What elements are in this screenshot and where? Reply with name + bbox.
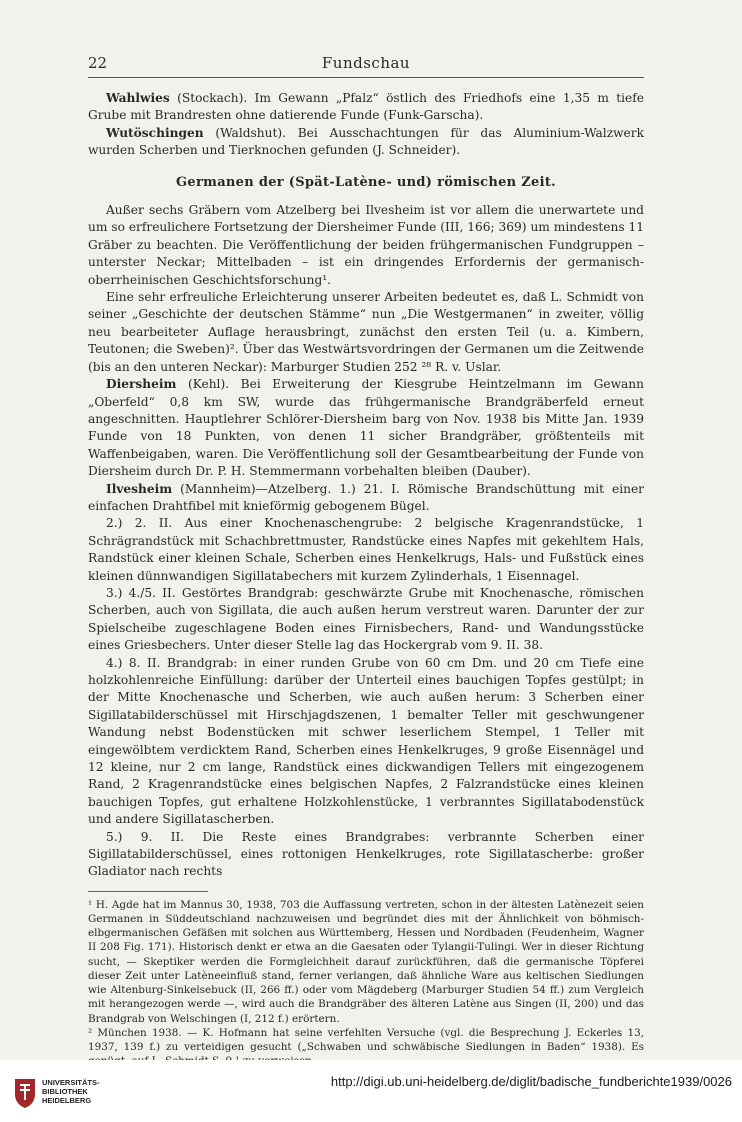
section-heading: Germanen der (Spät-Latène- und) römischen Zeit. — [176, 174, 556, 190]
entry-title: Wutöschingen — [106, 125, 204, 140]
entry-wahlwies — [88, 90, 644, 125]
page-number: 22 — [88, 54, 108, 72]
entry-text: (Mannheim)—Atzelberg. 1.) 21. I. Römische Brandschüttung mit einer einfachen Drahtfibel mit knieförmig gebogenem Bügel. — [88, 481, 644, 513]
find-item: 4.) 8. II. Brandgrab: in einer runden Grube von 60 cm Dm. und 20 cm Tiefe eine holzkohlenreiche Einfüllung: darüber der Unterteil eines bauchigen Topfes gestülpt; in der Mitte Knochenasche und Scherben, wie auch außen herum: 3 Scherben einer Sigillatabilderschüssel mit Hirschjagdszenen, 1 bemalter Teller mit geschwungener Wandung nebst Bodenstücken mit schwer leserlichem Stempel, 1 Teller mit eingewölbtem verdicktem Rand, Scherben eines Henkelkruges, 9 große Eisennägel und 12 kleine, nur 2 cm lange, Randstück eines dickwandigen Tellers mit eingezogenem Rand, 2 Kragenrandstücke eines belgischen Napfes, 2 Falzrandstücke eines kleinen bauchigen Topfes, gut erhaltene Holzkohlenstücke, 1 verbranntes Sigillatabodenstück und andere Sigillatascherben. — [88, 655, 644, 827]
entry-text: (Waldshut). Bei Ausschachtungen für das Aluminium-Walzwerk wurden Scherben und Tierknochen gefunden (J. Schneider). — [88, 125, 644, 158]
entry-diersheim — [88, 376, 644, 480]
library-name: UNIVERSITÄTS- BIBLIOTHEK HEIDELBERG — [42, 1078, 100, 1105]
find-item: 5.) 9. II. Die Reste eines Brandgrabes: verbrannte Scherben einer Sigillatabilderschüssel, eines rottonigen Henkelkruges, rote Sigillatascherbe: großer Gladiator nach rechts — [88, 829, 644, 879]
find-item: 2.) 2. II. Aus einer Knochenaschengrube: 2 belgische Kragenrandstücke, 1 Schrägrandstück mit Schachbrettmuster, Randstücke eines Napfes mit gekehltem Hals, Randstück einer kleinen Schale, Scherben eines Henkelkrugs, Hals- und Fußstück eines kleinen dünnwandigen Sigillatabechers mit kurzem Zylinderhals, 1 Eisennagel. — [88, 516, 644, 583]
page-header — [88, 54, 644, 76]
entry-title: Wahlwies — [106, 91, 170, 105]
footer-bar — [0, 1060, 742, 1122]
page-body — [88, 90, 644, 1068]
intro-paragraph: Außer sechs Gräbern vom Atzelberg bei Ilvesheim ist vor allem die unerwartete und um so erfreulichere Fortsetzung der Diersheimer Funde (III, 166; 369) um mindestens 11 Gräber zu beachten. Die Veröffentlichung der beiden frühgermanischen Fundgruppen – unterster Neckar; Mittelbaden – ist ein dringendes Erfordernis der germanisch-oberrheinischen Geschichtsforschung¹. — [88, 203, 644, 287]
footnote-rule — [88, 891, 208, 892]
running-title: Fundschau — [321, 54, 411, 72]
header-rule — [88, 77, 644, 78]
source-url[interactable]: http://digi.ub.uni-heidelberg.de/diglit/badische_fundberichte1939/0026 — [330, 1074, 732, 1089]
entry-ilvesheim — [88, 481, 644, 516]
intro-paragraph: Eine sehr erfreuliche Erleichterung unserer Arbeiten bedeutet es, daß L. Schmidt von seiner „Geschichte der deutschen Stämme“ nun „Die Westgermanen“ in zweiter, völlig neu bearbeiteter Auflage herausbringt, zunächst den ersten Teil (u. a. Kimbern, Teutonen; die Sweben)². Über das Westwärtsvordringen der Germanen um die Zeitwende (bis an den unteren Neckar): Marburger Studien 252 ²⁸ R. v. Uslar. — [88, 290, 644, 374]
find-item: 3.) 4./5. II. Gestörtes Brandgrab: geschwärzte Grube mit Knochenasche, römischen Scherben, auch von Sigillata, die auch außen herum verstreut waren. Darunter der zur Spielscheibe zugeschlagene Boden eines Firnisbechers, Rand- und Wandungsstücke eines Griesbechers. Unter dieser Stelle lag das Hockergrab vom 9. II. 38. — [88, 585, 644, 653]
entry-title: Ilvesheim — [106, 481, 173, 496]
entry-text: (Kehl). Bei Erweiterung der Kiesgrube Heintzelmann im Gewann „Oberfeld“ 0,8 km SW, wurde das frühgermanische Brandgräberfeld erneut angeschnitten. Hauptlehrer Schlörer-Diersheim barg von Nov. 1938 bis Mitte Jan. 1939 Funde von 18 Punkten, von denen 11 sicher Brandgräber, größtenteils mit Waffenbeigaben, waren. Die Veröffentlichung soll der Gesamtbearbeitung der Funde von Diersheim durch Dr. P. H. Stemmermann vorbehalten bleiben (Dauber). — [88, 377, 644, 479]
footnote: ¹ H. Agde hat im Mannus 30, 1938, 703 die Auffassung vertreten, schon in der ältesten Latènezeit seien Germanen in Süddeutschland nachzuweisen und begründet dies mit der Ähnlichkeit von böhmisch-elbgermanischen Gefäßen mit solchen aus Württemberg, Hessen und Nordbaden (Feudenheim, Wagner II 208 Fig. 171). Historisch denkt er etwa an die Gaesaten oder Tylangii-Tulingi. Wer in dieser Richtung sucht, — Skeptiker werden die Formgleichheit darauf zurückführen, daß die germanische Töpferei dieser Zeit unter Latèneeinfluß stand, ferner verlangen, daß ähnliche Ware aus keltischen Siedlungen wie Altenburg-Sinkelsebuck (II, 266 ff.) oder vom Mägdeberg (Marburger Studien 54 ff.) zum Vergleich mit herangezogen werde —, wird auch die Brandgräber des älteren Latène aus Singen (II, 200) und das Brandgrab von Welschingen (I, 212 f.) erörtern. — [88, 898, 644, 1025]
university-library-logo-icon — [12, 1076, 38, 1110]
footnote: ² München 1938. — K. Hofmann hat seine verfehlten Versuche (vgl. die Besprechung J. Eckerles 13, 1937, 139 f.) zu verteidigen gesucht („Schwaben und schwäbische Siedlungen in Baden“ 1938). Es — [88, 1026, 644, 1053]
entry-wutoeschingen — [88, 125, 644, 160]
entry-title: Diersheim — [106, 377, 177, 392]
entry-text: (Stockach). Im Gewann „Pfalz“ östlich des Friedhofs eine 1,35 m tiefe Grube mit Brandresten ohne datierende Funde (Funk-Garscha). — [88, 91, 644, 123]
